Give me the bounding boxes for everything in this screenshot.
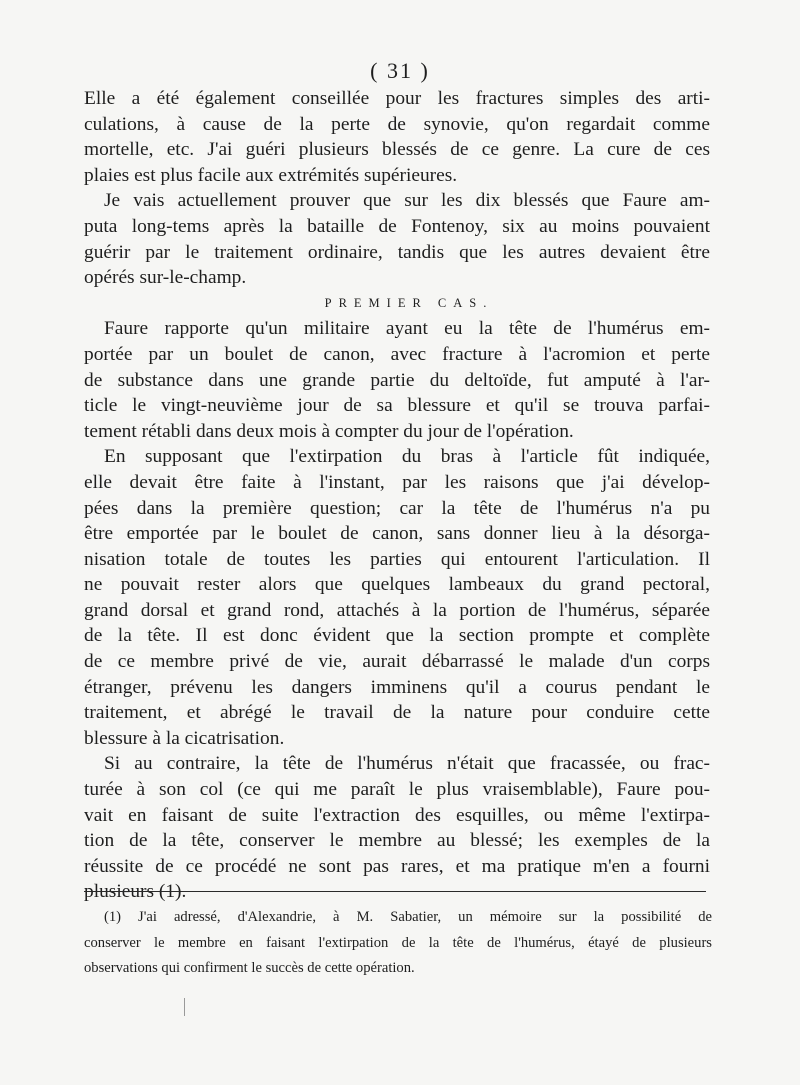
text-line: En supposant que l'extirpation du bras à l'article fût indiquée, <box>104 446 710 468</box>
text-line: turée à son col (ce qui me paraît le plus vraisemblable), Faure pou- <box>84 779 710 801</box>
section-heading: PREMIER CAS. <box>324 295 494 310</box>
text-line: puta long-tems après la bataille de Fontenoy, six au moins pouvaient <box>84 215 710 237</box>
text-line: culations, à cause de la perte de synovie, qu'on regardait comme <box>84 113 710 135</box>
text-line: guérir par le traitement ordinaire, tandis que les autres devaient être <box>84 241 710 263</box>
text-line: être emportée par le boulet de canon, sans donner lieu à la désorga- <box>84 523 710 545</box>
text-line: (1) J'ai adressé, d'Alexandrie, à M. Sabatier, un mémoire sur la possibilité de <box>104 909 712 925</box>
text-line: Faure rapporte qu'un militaire ayant eu la tête de l'humérus em- <box>104 318 710 340</box>
text-line: réussite de ce procédé ne sont pas rares, et ma pratique m'en a fourni <box>84 855 710 877</box>
text-line: Elle a été également conseillée pour les fractures simples des arti- <box>84 88 710 109</box>
text-line: mortelle, etc. J'ai guéri plusieurs blessés de ce genre. La cure de ces <box>84 139 710 161</box>
page-number: ( 31 ) <box>370 58 430 83</box>
text-line: tion de la tête, conserver le membre au blessé; les exemples de la <box>84 830 710 852</box>
text-line: Si au contraire, la tête de l'humérus n'était que fracassée, ou frac- <box>104 753 710 775</box>
text-line: plusieurs (1). <box>84 881 187 903</box>
text-line: étranger, prévenu les dangers imminens qu'il a courus pendant le <box>84 676 710 698</box>
main-text <box>84 86 710 905</box>
text-line: conserver le membre en faisant l'extirpation de la tête de l'humérus, étayé de plusieurs <box>84 934 712 951</box>
text-line: ne pouvait rester alors que quelques lambeaux du grand pectoral, <box>84 574 710 596</box>
text-line: grand dorsal et grand rond, attachés à la portion de l'humérus, séparée <box>84 599 710 621</box>
text-line: pées dans la première question; car la tête de l'humérus n'a pu <box>84 497 710 519</box>
text-line: elle devait être faite à l'instant, par les raisons que j'ai dévelop- <box>84 471 710 493</box>
text-line: de substance dans une grande partie du deltoïde, fut amputé à l'ar- <box>84 369 710 391</box>
text-line: ticle le vingt-neuvième jour de sa blessure et qu'il se trouva parfai- <box>84 395 710 417</box>
footnote-rule <box>84 891 706 892</box>
text-line: Je vais actuellement prouver que sur les dix blessés que Faure am- <box>104 190 710 212</box>
text-line: opérés sur-le-champ. <box>84 267 247 289</box>
text-line: observations qui confirment le succès de cette opération. <box>84 960 415 977</box>
text-line: nisation totale de toutes les parties qui entourent l'articulation. Il <box>84 548 710 570</box>
text-line: tement rétabli dans deux mois à compter du jour de l'opération. <box>84 420 574 442</box>
text-line: portée par un boulet de canon, avec fracture à l'acromion et perte <box>84 343 710 365</box>
text-line: de ce membre privé de vie, aurait débarrassé le malade d'un corps <box>84 651 710 673</box>
text-line: de la tête. Il est donc évident que la section prompte et complète <box>84 625 710 647</box>
text-line: traitement, et abrégé le travail de la nature pour conduire cette <box>84 702 710 724</box>
text-line: plaies est plus facile aux extrémités supérieures. <box>84 164 458 186</box>
footnote <box>84 906 712 983</box>
text-line: vait en faisant de suite l'extraction des esquilles, ou même l'extirpa- <box>84 804 710 826</box>
text-line: blessure à la cicatrisation. <box>84 727 285 749</box>
ink-mark <box>184 998 189 1016</box>
